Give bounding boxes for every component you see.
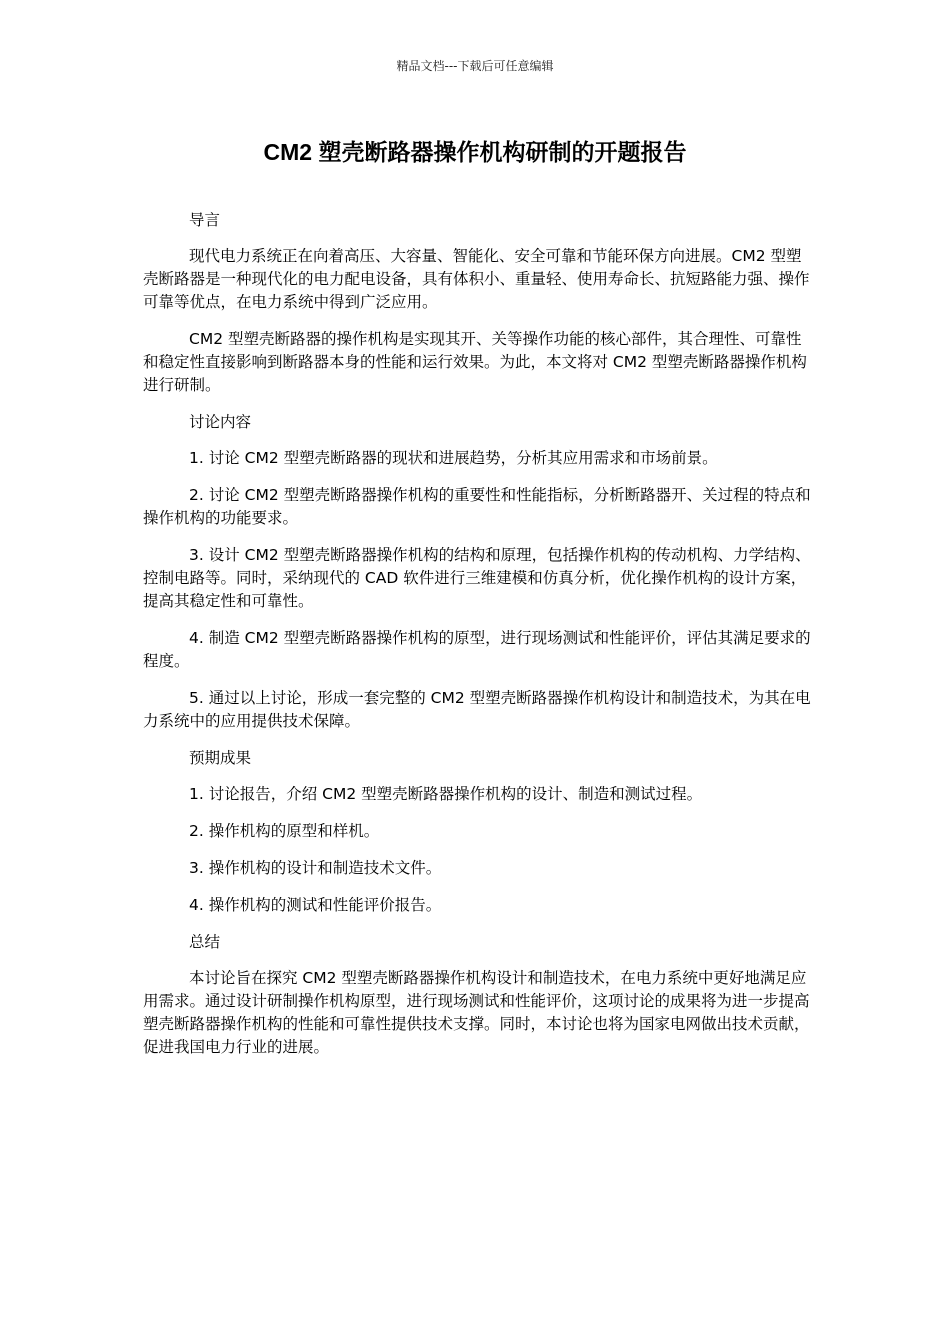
section-heading-content: 讨论内容	[189, 413, 252, 431]
content-list-item: 5. 通过以上讨论，形成一套完整的 CM2 型塑壳断路器操作机构设计和制造技术，为其在电力系统中的应用提供技术保障。	[143, 689, 811, 730]
results-list-item: 2. 操作机构的原型和样机。	[189, 822, 380, 840]
results-list-item: 3. 操作机构的设计和制造技术文件。	[189, 859, 442, 877]
intro-paragraph: 现代电力系统正在向着高压、大容量、智能化、安全可靠和节能环保方向进展。CM2 型塑壳断路器是一种现代化的电力配电设备，具有体积小、重量轻、使用寿命长、抗短路能力强、操作可靠等优点，在电力系统中得到广泛应用。	[143, 247, 810, 311]
section-heading-summary: 总结	[189, 933, 221, 951]
document-body	[143, 209, 811, 1073]
header-note: 精品文档---下载后可任意编辑	[396, 59, 554, 73]
intro-paragraph: CM2 型塑壳断路器的操作机构是实现其开、关等操作功能的核心部件，其合理性、可靠性和稳定性直接影响到断路器本身的性能和运行效果。为此，本文将对 CM2 型塑壳断路器操作机构进行研制。	[143, 330, 807, 394]
content-list-item: 3. 设计 CM2 型塑壳断路器操作机构的结构和原理，包括操作机构的传动机构、力学结构、控制电路等。同时，采纳现代的 CAD 软件进行三维建模和仿真分析，优化操作机构的设计方案，提高其稳定性和可靠性。	[143, 546, 811, 610]
summary-paragraph: 本讨论旨在探究 CM2 型塑壳断路器操作机构设计和制造技术，在电力系统中更好地满足应用需求。通过设计研制操作机构原型，进行现场测试和性能评价，这项讨论的成果将为进一步提高塑壳断路器操作机构的性能和可靠性提供技术支撑。同时，本讨论也将为国家电网做出技术贡献，促进我国电力行业的进展。	[143, 969, 810, 1056]
document-title: CM2 塑壳断路器操作机构研制的开题报告	[263, 139, 687, 165]
results-list-item: 4. 操作机构的测试和性能评价报告。	[189, 896, 442, 914]
results-list-item: 1. 讨论报告，介绍 CM2 型塑壳断路器操作机构的设计、制造和测试过程。	[189, 785, 703, 803]
content-list-item: 4. 制造 CM2 型塑壳断路器操作机构的原型，进行现场测试和性能评价，评估其满足要求的程度。	[143, 629, 811, 670]
section-heading-intro: 导言	[189, 211, 221, 229]
section-heading-results: 预期成果	[189, 749, 252, 767]
content-list-item: 2. 讨论 CM2 型塑壳断路器操作机构的重要性和性能指标，分析断路器开、关过程的特点和操作机构的功能要求。	[143, 486, 811, 527]
content-list-item: 1. 讨论 CM2 型塑壳断路器的现状和进展趋势，分析其应用需求和市场前景。	[189, 449, 718, 467]
